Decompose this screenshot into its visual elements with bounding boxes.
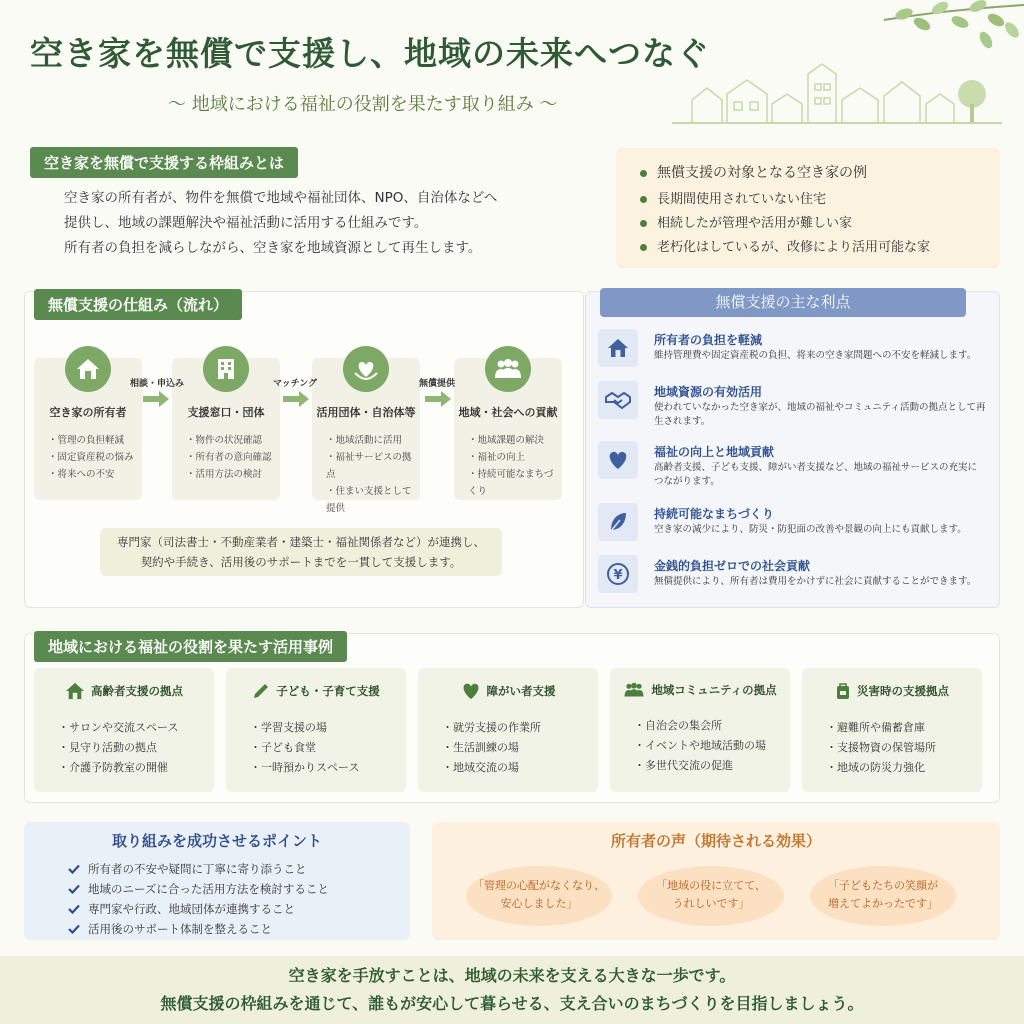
arrow-label: 相談・申込み xyxy=(130,379,185,389)
intro-line: 提供し、地域の課題解決や福祉活動に活用する仕組みです。 xyxy=(64,215,428,231)
examples-heading-text: 無償支援の対象となる空き家の例 xyxy=(657,165,867,181)
backpack-icon xyxy=(835,682,851,700)
flow-card-name: 活用団体・自治体等 xyxy=(316,406,416,419)
flow-card-list xyxy=(186,432,280,483)
usage-card-title: 障がい者支援 xyxy=(486,684,556,698)
list-item: ・福祉の向上 xyxy=(468,452,526,463)
flow-section-label: 無償支援の仕組み（流れ） xyxy=(34,289,242,320)
heart-icon xyxy=(461,682,481,700)
expert-support-note xyxy=(100,528,502,576)
usage-card-list xyxy=(250,718,406,778)
handshake-icon xyxy=(598,381,638,419)
flow-card-community xyxy=(454,358,562,500)
list-item: ・物件の状況確認 xyxy=(186,435,263,446)
flow-card-list xyxy=(326,432,420,517)
voices-heading: 所有者の声（期待される効果） xyxy=(610,832,821,850)
points-list xyxy=(68,859,410,939)
house-icon xyxy=(598,329,638,367)
list-item: ・一時預かりスペース xyxy=(250,761,360,774)
flow-card-organizations xyxy=(312,358,420,514)
intro-line: 所有者の負担を減らしながら、空き家を地域資源として再生します。 xyxy=(64,240,482,256)
list-item: ・支援物資の保管場所 xyxy=(826,741,936,754)
arrow-right-icon xyxy=(143,390,169,408)
quote-line: 「地域の役に立てて、 xyxy=(656,879,766,892)
intro-line: 空き家の所有者が、物件を無償で地域や福祉団体、NPO、自治体などへ xyxy=(64,190,498,206)
examples-heading xyxy=(640,162,976,182)
usage-card-title: 災害時の支援拠点 xyxy=(857,684,949,698)
quote-line: 安心しました」 xyxy=(500,897,578,910)
list-item-text: 相続したが管理や活用が難しい家 xyxy=(657,216,853,231)
building-icon xyxy=(203,346,249,392)
house-icon xyxy=(65,682,85,700)
bullet-dot-icon xyxy=(640,220,647,227)
list-item: ・学習支援の場 xyxy=(250,721,327,734)
check-icon xyxy=(68,924,80,934)
list-item: ・所有者の意向確認 xyxy=(186,452,272,463)
points-heading: 取り組みを成功させるポイント xyxy=(111,832,322,850)
benefit-desc: 空き家の減少により、防災・防犯面の改善や景観の向上にも貢献します。 xyxy=(654,524,967,535)
usage-card-list xyxy=(634,716,790,776)
flow-card-name: 空き家の所有者 xyxy=(49,406,127,419)
list-item: ・サロンや交流スペース xyxy=(58,721,179,734)
list-item: ・介護予防教室の開催 xyxy=(58,761,168,774)
list-item-text: 地域のニーズに合った活用方法を検討すること xyxy=(88,882,329,896)
town-illustration xyxy=(672,60,1002,130)
intro-text xyxy=(64,186,584,261)
list-item: ・避難所や備蓄倉庫 xyxy=(826,721,925,734)
usage-card-list xyxy=(442,718,598,778)
list-item: ・生活訓練の場 xyxy=(442,741,519,754)
list-item: ・活用方法の検討 xyxy=(186,469,263,480)
yen-icon xyxy=(598,555,638,593)
benefit-title: 所有者の負担を軽減 xyxy=(654,333,763,347)
list-item: ・地域活動に活用 xyxy=(326,435,403,446)
list-item: ・管理の負担軽減 xyxy=(48,435,125,446)
page-title: 空き家を無償で支援し、地域の未来へつなぐ xyxy=(30,34,710,73)
list-item xyxy=(68,859,410,879)
flow-card-name: 支援窓口・団体 xyxy=(187,406,265,419)
list-item xyxy=(68,879,410,899)
benefit-title: 金銭的負担ゼロでの社会貢献 xyxy=(654,559,811,573)
house-icon xyxy=(65,346,111,392)
usage-card-title: 子ども・子育て支援 xyxy=(276,684,380,698)
benefits-section-label: 無償支援の主な利点 xyxy=(600,288,966,317)
expert-line: 専門家（司法書士・不動産業者・建築士・福祉関係者など）が連携し、 xyxy=(117,535,485,549)
list-item xyxy=(640,188,976,212)
svg-text:¥: ¥ xyxy=(613,568,623,583)
bullet-dot-icon xyxy=(640,244,647,251)
benefit-desc: 高齢者支援、子ども支援、障がい者支援など、地域の福祉サービスの充実につながります。 xyxy=(654,462,978,487)
intro-section-label: 空き家を無償で支援する枠組みとは xyxy=(30,147,298,178)
usage-card-disaster xyxy=(802,668,982,792)
usage-card-list xyxy=(58,718,214,778)
arrow-right-icon xyxy=(283,390,309,408)
list-item: ・多世代交流の促進 xyxy=(634,759,733,772)
quote-line: 増えてよかったです」 xyxy=(828,897,938,910)
bullet-dot-icon xyxy=(640,170,647,177)
benefit-desc: 使われていなかった空き家が、地域の福祉やコミュニティ活動の拠点として再生されます。 xyxy=(654,402,986,427)
examples-list xyxy=(640,188,976,260)
usage-card-title: 高齢者支援の拠点 xyxy=(91,684,183,698)
arrow-right-icon xyxy=(425,390,451,408)
list-item-text: 老朽化はしているが、改修により活用可能な家 xyxy=(657,240,931,255)
usage-card-list xyxy=(826,718,982,778)
page-subtitle: 〜 地域における福祉の役割を果たす取り組み 〜 xyxy=(168,94,558,115)
quote-bubble xyxy=(466,866,612,926)
footer-message xyxy=(0,956,1024,1024)
check-icon xyxy=(68,864,80,874)
list-item-text: 活用後のサポート体制を整えること xyxy=(88,922,272,936)
benefit-title: 地域資源の有効活用 xyxy=(654,385,763,399)
quote-bubble xyxy=(810,866,956,926)
list-item: ・住まい支援として提供 xyxy=(326,486,412,514)
footer-line: 空き家を手放すことは、地域の未来を支える大きな一歩です。 xyxy=(288,966,736,985)
list-item xyxy=(640,212,976,236)
flow-card-support-office xyxy=(172,358,280,500)
people-icon xyxy=(623,682,645,698)
list-item xyxy=(640,236,976,260)
success-points-box xyxy=(24,822,410,940)
check-icon xyxy=(68,904,80,914)
quote-line: うれしいです」 xyxy=(672,897,750,910)
arrow-label: 無償提供 xyxy=(419,379,456,389)
list-item: ・地域の防災力強化 xyxy=(826,761,925,774)
arrow-label: マッチング xyxy=(273,379,318,389)
list-item: ・福祉サービスの拠点 xyxy=(326,452,412,480)
list-item-text: 所有者の不安や疑問に丁寧に寄り添うこと xyxy=(88,862,307,876)
flow-card-name: 地域・社会への貢献 xyxy=(458,406,558,419)
pencil-icon xyxy=(252,682,270,700)
usage-card-community xyxy=(610,668,790,792)
benefit-desc: 無償提供により、所有者は費用をかけずに社会に貢献することができます。 xyxy=(654,576,977,587)
quote-line: 「管理の心配がなくなり、 xyxy=(473,879,605,892)
usage-card-title: 地域コミュニティの拠点 xyxy=(651,683,777,697)
owner-voices-box xyxy=(432,822,1000,940)
flow-card-owner xyxy=(34,358,142,500)
usage-card-children xyxy=(226,668,406,792)
list-item: ・将来への不安 xyxy=(48,469,115,480)
flow-card-list xyxy=(48,432,142,483)
heart-hands-icon xyxy=(343,346,389,392)
list-item-text: 長期間使用されていない住宅 xyxy=(657,192,827,207)
benefit-desc: 維持管理費や固定資産税の負担、将来の空き家問題への不安を軽減します。 xyxy=(654,350,977,361)
flow-card-list xyxy=(468,432,562,500)
list-item: ・子ども食堂 xyxy=(250,741,316,754)
check-icon xyxy=(68,884,80,894)
vacant-house-examples-box xyxy=(616,148,1000,268)
list-item: ・就労支援の作業所 xyxy=(442,721,541,734)
quote-bubble xyxy=(638,866,784,926)
list-item: ・自治会の集会所 xyxy=(634,719,722,732)
list-item xyxy=(68,899,410,919)
list-item: ・見守り活動の拠点 xyxy=(58,741,157,754)
usage-section-label: 地域における福祉の役割を果たす活用事例 xyxy=(34,631,347,662)
bullet-dot-icon xyxy=(640,196,647,203)
expert-line: 契約や手続き、活用後のサポートまでを一貫して支援します。 xyxy=(140,555,462,569)
list-item: ・地域課題の解決 xyxy=(468,435,545,446)
people-icon xyxy=(485,346,531,392)
quote-line: 「子どもたちの笑顔が xyxy=(828,879,938,892)
usage-card-elderly xyxy=(34,668,214,792)
benefit-title: 持続可能なまちづくり xyxy=(654,507,774,521)
list-item: ・地域交流の場 xyxy=(442,761,519,774)
footer-line: 無償支援の枠組みを通じて、誰もが安心して暮らせる、支え合いのまちづくりを目指しましょう。 xyxy=(160,994,864,1013)
leaf-icon xyxy=(598,503,638,541)
benefit-title: 福祉の向上と地域貢献 xyxy=(654,445,775,459)
list-item: ・持続可能なまちづくり xyxy=(468,469,554,497)
usage-card-disability xyxy=(418,668,598,792)
list-item-text: 専門家や行政、地域団体が連携すること xyxy=(88,902,295,916)
list-item: ・固定資産税の悩み xyxy=(48,452,134,463)
list-item: ・イベントや地域活動の場 xyxy=(634,739,766,752)
list-item xyxy=(68,919,410,939)
heart-icon xyxy=(598,441,638,479)
